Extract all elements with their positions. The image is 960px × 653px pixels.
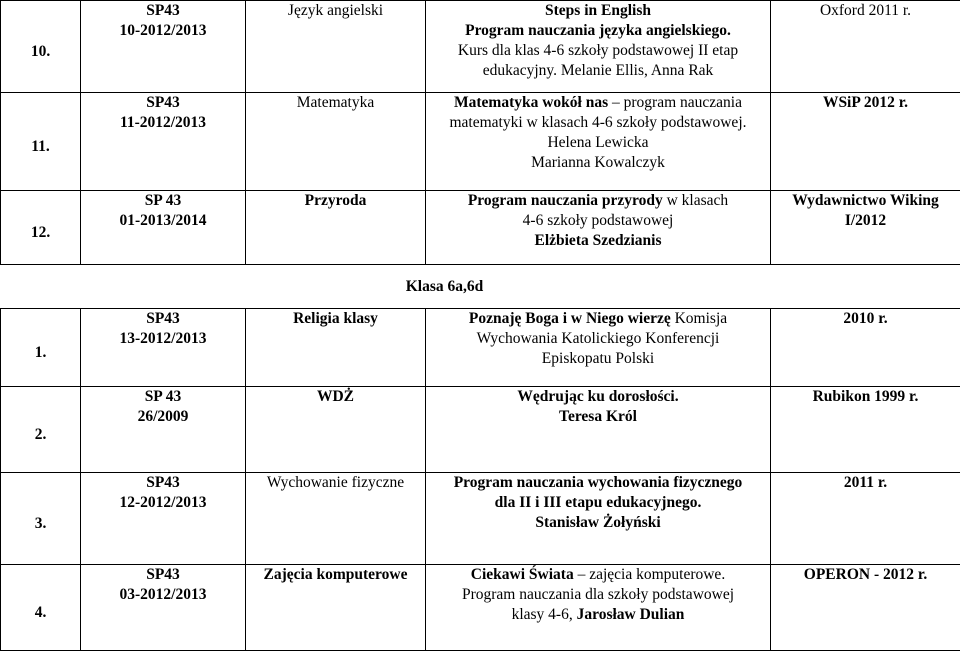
program-author: Marianna Kowalczyk: [531, 154, 665, 171]
publisher-name: Wydawnictwo Wiking: [792, 192, 939, 209]
program-code-school: SP43: [146, 566, 180, 583]
program-authors: edukacyjny. Melanie Ellis, Anna Rak: [482, 62, 714, 79]
program-code: [81, 387, 246, 473]
program-title: Matematyka wokół nas: [454, 94, 609, 111]
program-description: [426, 93, 771, 191]
table-row: [1, 309, 960, 387]
row-number: 12.: [1, 191, 81, 265]
publisher: [771, 191, 960, 265]
publisher: OPERON - 2012 r.: [771, 565, 960, 651]
subject: Język angielski: [246, 1, 426, 93]
row-number: 3.: [1, 473, 81, 565]
program-description: [426, 191, 771, 265]
program-description: [426, 1, 771, 93]
program-title-suffix: – zajęcia komputerowe.: [573, 566, 726, 583]
program-code-number: 13-2012/2013: [119, 330, 207, 347]
program-description: [426, 565, 771, 651]
program-code-school: SP43: [146, 474, 180, 491]
program-code-number: 12-2012/2013: [119, 494, 207, 511]
program-details: 4-6 szkoły podstawowej: [522, 212, 674, 229]
program-details: Kurs dla klas 4-6 szkoły podstawowej II etap: [457, 42, 739, 59]
program-code-number: 11-2012/2013: [119, 114, 207, 131]
program-details: klasy 4-6,: [511, 606, 577, 623]
program-code-number: 26/2009: [137, 408, 189, 425]
program-code-school: SP43: [146, 94, 180, 111]
publisher: Rubikon 1999 r.: [771, 387, 960, 473]
table-row: [1, 1, 960, 93]
section-row: [1, 265, 960, 309]
subject: WDŻ: [246, 387, 426, 473]
program-author: Helena Lewicka: [547, 134, 649, 151]
table-row: [1, 93, 960, 191]
table-row: [1, 473, 960, 565]
program-title-suffix: w klasach: [662, 192, 729, 209]
program-author: Elżbieta Szedzianis: [534, 232, 662, 249]
publisher: 2010 r.: [771, 309, 960, 387]
program-code-school: SP43: [146, 2, 180, 19]
program-code-number: 01-2013/2014: [119, 212, 207, 229]
program-details: Program nauczania dla szkoły podstawowej: [461, 586, 735, 603]
program-code: [81, 473, 246, 565]
program-title-suffix: Komisja: [670, 310, 728, 327]
program-code: [81, 1, 246, 93]
program-title: Poznaję Boga i w Niego wierzę: [468, 310, 671, 327]
program-details: dla II i III etapu edukacyjnego.: [494, 494, 702, 511]
row-number: 11.: [1, 93, 81, 191]
row-number: 10.: [1, 1, 81, 93]
program-title: Steps in English: [545, 2, 651, 19]
program-details: Wychowania Katolickiego Konferencji: [476, 330, 720, 347]
program-details: Episkopatu Polski: [541, 350, 655, 367]
subject: Matematyka: [246, 93, 426, 191]
program-code-number: 10-2012/2013: [119, 22, 207, 39]
program-title: Ciekawi Świata: [470, 566, 574, 583]
publisher: WSiP 2012 r.: [771, 93, 960, 191]
row-number: 4.: [1, 565, 81, 651]
program-title-suffix: – program nauczania: [608, 94, 742, 111]
program-code-school: SP 43: [144, 192, 182, 209]
table-row: [1, 387, 960, 473]
subject: Zajęcia komputerowe: [246, 565, 426, 651]
program-code: [81, 309, 246, 387]
program-description: [426, 309, 771, 387]
publisher: Oxford 2011 r.: [771, 1, 960, 93]
table-row: [1, 565, 960, 651]
program-code: [81, 565, 246, 651]
program-description: [426, 387, 771, 473]
program-author: Stanisław Żołyński: [535, 514, 661, 531]
subject: Religia klasy: [246, 309, 426, 387]
program-code: [81, 191, 246, 265]
program-title: Program nauczania przyrody: [467, 192, 663, 209]
program-code-number: 03-2012/2013: [119, 586, 207, 603]
program-details: matematyki w klasach 4-6 szkoły podstawowej.: [449, 114, 747, 131]
program-author: Jarosław Dulian: [576, 606, 685, 623]
subject: Wychowanie fizyczne: [246, 473, 426, 565]
program-code: [81, 93, 246, 191]
publisher-edition: I/2012: [844, 212, 887, 229]
table-row: [1, 191, 960, 265]
program-title: Wędrując ku dorosłości.: [517, 388, 679, 405]
program-subtitle: Program nauczania języka angielskiego.: [465, 22, 731, 39]
publisher: 2011 r.: [771, 473, 960, 565]
program-code-school: SP43: [146, 310, 180, 327]
program-author: Teresa Król: [559, 408, 637, 425]
program-description: [426, 473, 771, 565]
row-number: 2.: [1, 387, 81, 473]
subject: Przyroda: [246, 191, 426, 265]
program-title: Program nauczania wychowania fizycznego: [453, 474, 743, 491]
row-number: 1.: [1, 309, 81, 387]
program-code-school: SP 43: [144, 388, 182, 405]
section-title: Klasa 6a,6d: [1, 265, 960, 309]
